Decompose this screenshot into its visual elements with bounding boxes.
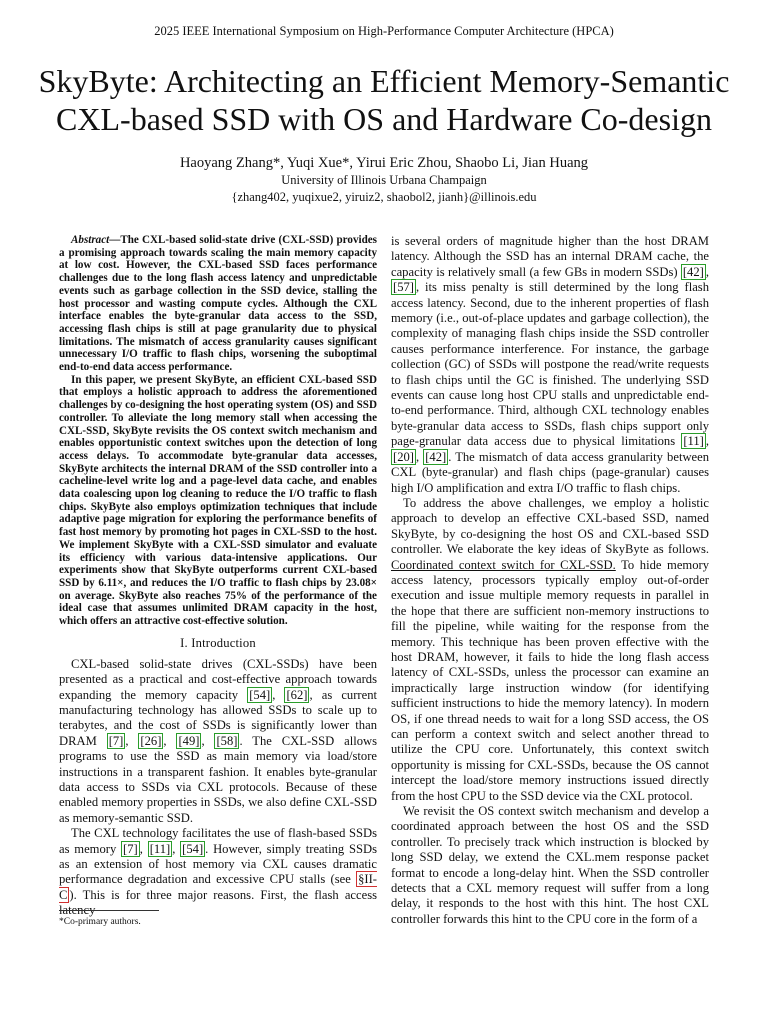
- subheading-coordinated-context-switch: Coordinated context switch for CXL-SSD.: [391, 557, 616, 572]
- author-list: Haoyang Zhang*, Yuqi Xue*, Yirui Eric Zhou, Shaobo Li, Jian Huang: [179, 155, 589, 171]
- abstract: [59, 234, 377, 628]
- abstract-paragraph-1: Abstract—The CXL-based solid-state drive (CXL-SSD) provides a promising approach towards scaling the main memory capacity at low cost. However, the CXL-based SSD faces performance challenges due to the long flash access latency and unpredictable events such as garbage collection in the SSD device, stalling the host processor and wasting compute cycles. Although the CXL interface enables the byte-granular data access to the SSD, accessing flash chips is still at page granularity due to physical limitations. The mismatch of access granularity causes significant unnecessary I/O traffic to flash chips, worsening the suboptimal end-to-end data access performance.: [59, 234, 377, 374]
- citation-link[interactable]: [7]: [108, 733, 124, 748]
- citation-link[interactable]: [54]: [182, 841, 204, 856]
- citation-link[interactable]: [20]: [393, 449, 414, 464]
- citation-link[interactable]: [7]: [123, 841, 138, 856]
- citation-link[interactable]: [42]: [425, 449, 447, 464]
- citation-link[interactable]: [26]: [140, 733, 162, 748]
- section-heading-introduction: I. Introduction: [180, 635, 256, 650]
- left-column: [59, 234, 377, 919]
- intro-paragraph-5: We revisit the OS context switch mechanism and develop a coordinated approach between the host OS and the SSD controller. To precisely track which instruction is blocked by long SSD delay, we extend the CXL.mem response packet format to encode a long-delay hint. When the SSD controller detects that a CXL memory request will suffer from a long delay, it responds to the host with this hint. The host CXL controller forwards this hint to the CPU core in the form of a: [391, 804, 709, 926]
- affiliation: University of Illinois Urbana Champaign: [281, 173, 487, 187]
- citation-link[interactable]: [54]: [249, 687, 271, 702]
- abstract-paragraph-2: In this paper, we present SkyByte, an efficient CXL-based SSD that employs a holistic approach to address the aforementioned challenges by co-designing the host operating system (OS) and SSD controller. To alleviate the long memory stall when accessing the CXL-SSD, SkyByte revisits the OS context switch mechanism and enables opportunistic context switches upon the detection of long access delays. To accommodate byte-granular data accesses, SkyByte architects the internal DRAM of the SSD controller into a cacheline-level write log and a page-level data cache, and enables data coalescing upon log cleaning to reduce the I/O traffic to flash chips. SkyByte also employs optimization techniques that include adaptive page migration for exploring the performance benefits of fast host memory by promoting hot pages in CXL-SSD to the host. We implement SkyByte with a CXL-SSD simulator and evaluate its efficiency with various data-intensive applications. Our experiments show that SkyByte outperforms current CXL-based SSD by 6.11×, and reduces the I/O traffic to flash chips by 23.08× on average. SkyByte also reaches 75% of the performance of the ideal case that assumes unlimited DRAM capacity in the host, which offers an attractive cost-effective solution.: [59, 373, 377, 628]
- paper-title: [0, 62, 768, 138]
- section-link[interactable]: §II-C: [59, 872, 377, 902]
- right-column: [391, 234, 709, 927]
- citation-link[interactable]: [57]: [393, 280, 414, 295]
- citation-link[interactable]: [49]: [178, 733, 200, 748]
- intro-paragraph-4: To address the above challenges, we employ a holistic approach to develop an effective CXL-based SSD, named SkyByte, by co-designing the host OS and CXL-based SSD controller. We elaborate the key ideas of SkyByte as follows. Coordinated context switch for CXL-SSD. To hide memory access latency, processors typically employ out-of-order execution and issue multiple memory requests in parallel in the hope that there are sufficient non-memory instructions to fill the pipeline, while waiting for the response from the memory. This technique has been proven effective with the host DRAM, however, it fails to hide the long flash access latency of CXL-SSDs, unless the processor can examine an impractically large instruction window (for identifying sufficient instructions to hide the memory latency). In modern OS, if one thread needs to wait for a long SSD access, the OS can perform a context switch and select another thread to utilize the CPU core. Unfortunately, this context switch opportunity is missing for CXL-SSDs, because the OS cannot intercept the load/store memory instructions issued directly from the host CPU to the SSD device via the CXL protocol.: [391, 495, 709, 803]
- intro-paragraph-1: CXL-based solid-state drives (CXL-SSDs) have been presented as a practical and cost-effective approach towards expanding the memory capacity [54] , [62] , as current manufacturing technology has allowed SSDs to scale up to terabytes, and the cost of SSDs is significantly lower than DRAM [7] , [26] , [49] , [58] . The CXL-SSD allows programs to use the SSD as main memory via load/store instructions in a transparent fashion. It enables byte-granular data access to SSDs via CXL protocols. Because of these enabled memory properties in SSDs, we also define CXL-SSD as memory-semantic SSD.: [59, 656, 378, 825]
- citation-link[interactable]: [42]: [682, 264, 704, 279]
- abstract-lead: Abstract: [71, 234, 110, 246]
- intro-paragraph-3: is several orders of magnitude higher than the host DRAM latency. Although the SSD has an internal DRAM cache, the capacity is relatively small (a few GBs in modern SSDs) [42] , [57] , its miss penalty is still determined by the long flash access latency. Second, due to the inherent properties of flash memory (i.e., out-of-place updates and garbage collection), the complexity of managing flash chips inside the SSD controller causes performance interference. For instance, the garbage collection (GC) of SSDs will postpone the read/write requests to flash chips until the GC is finished. The underlying SSD events can cause long host CPU stalls and unpredictable end-to-end performance. Third, although CXL technology enables byte-granular data access to SSDs, flash chips support only page-granular data access due to physical limitations [11] , [20] , [42] . The mismatch of data access granularity between CXL (byte-granular) and flash chips (page-granular) causes high I/O amplification and extra I/O traffic to flash chips.: [391, 234, 710, 495]
- footnote-rule: [59, 910, 159, 911]
- citation-link[interactable]: [58]: [216, 733, 238, 748]
- intro-paragraph-2: The CXL technology facilitates the use of flash-based SSDs as memory [7] , [11] , [54] . However, simply treating SSDs as an extension of host memory via CXL causes dramatic performance degradation and excessive CPU stalls (see §II-C ). This is for three major reasons. First, the flash access latency: [59, 826, 378, 918]
- citation-link[interactable]: [11]: [683, 434, 704, 449]
- title-line-2: CXL-based SSD with OS and Hardware Co-design: [56, 101, 712, 137]
- conference-header: 2025 IEEE International Symposium on High-Performance Computer Architecture (HPCA): [154, 24, 614, 38]
- citation-link[interactable]: [11]: [149, 841, 171, 856]
- author-emails: {zhang402, yuqixue2, yiruiz2, shaobol2, jianh}@illinois.edu: [231, 190, 537, 204]
- footnote-co-primary: *Co-primary authors.: [59, 917, 141, 927]
- introduction-body-left: [59, 657, 377, 919]
- title-line-1: SkyByte: Architecting an Efficient Memory-Semantic: [38, 63, 730, 99]
- citation-link[interactable]: [62]: [286, 687, 308, 702]
